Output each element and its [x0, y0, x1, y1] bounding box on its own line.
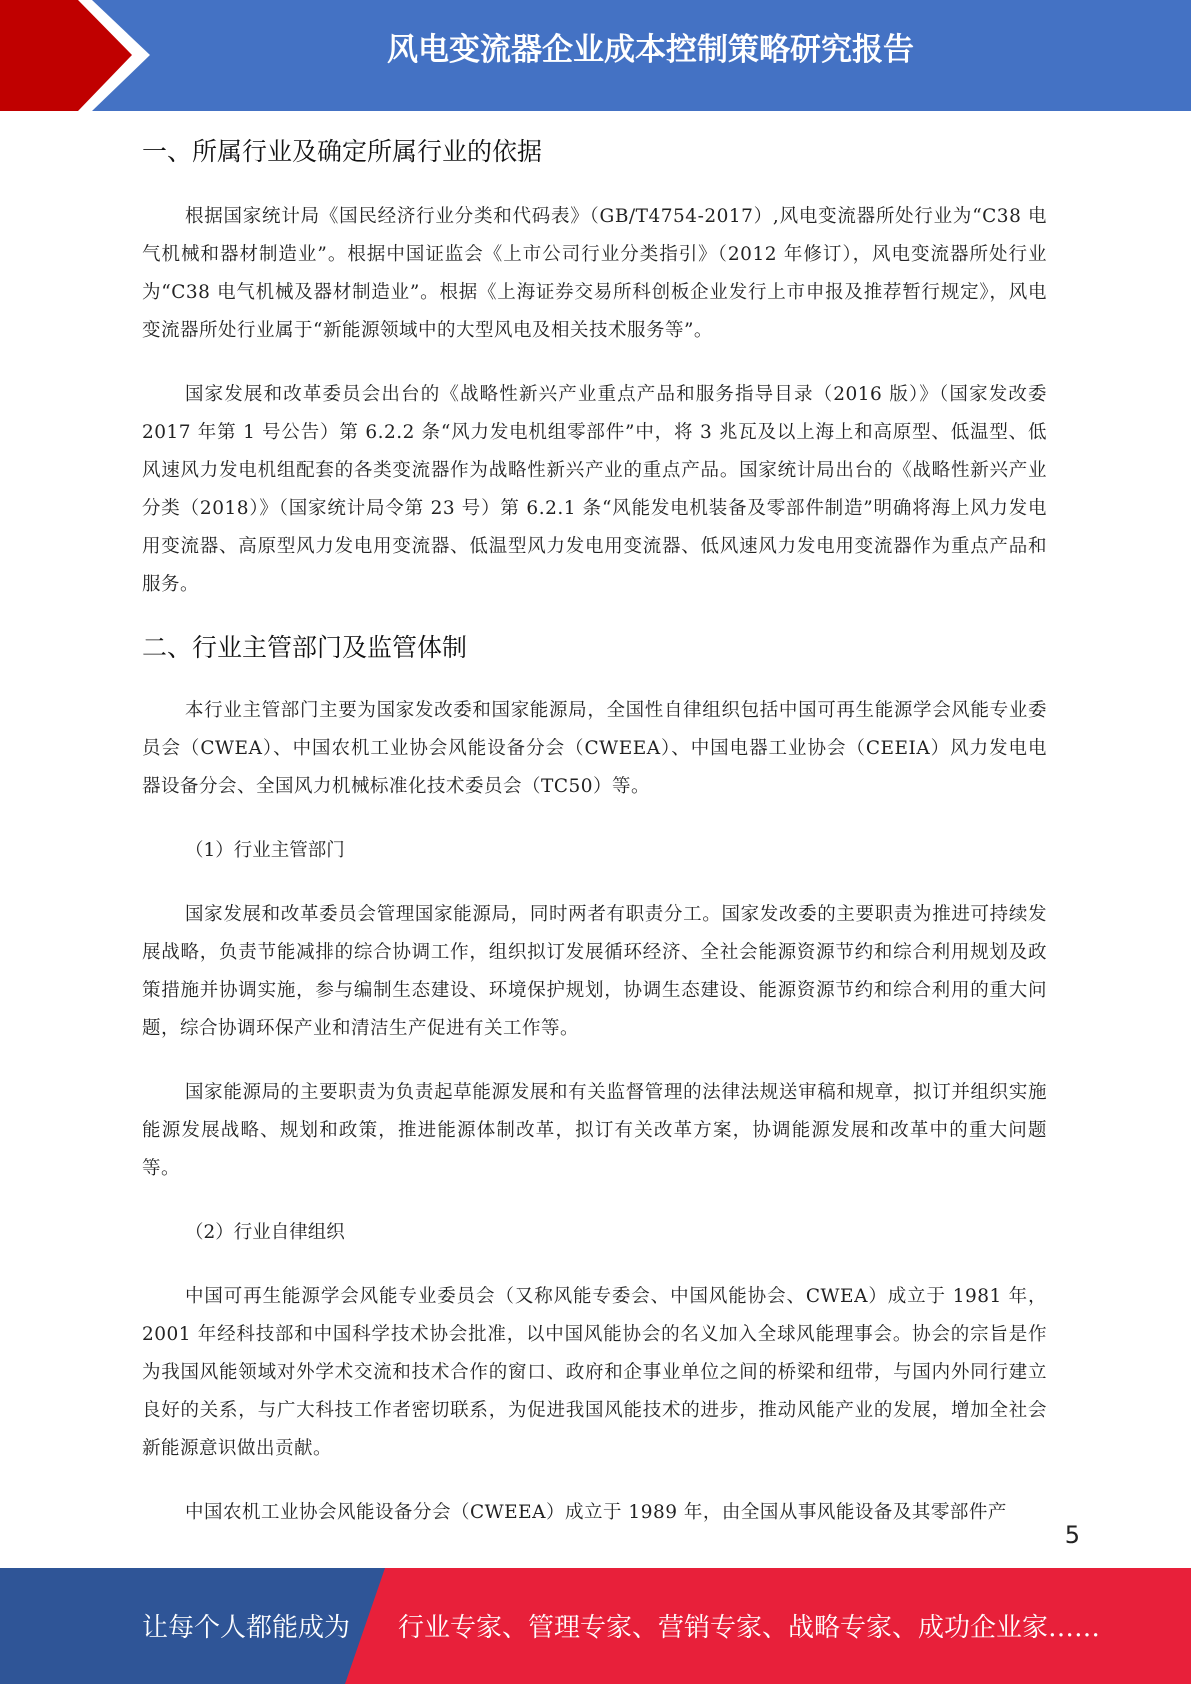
document-body [142, 128, 1047, 1532]
page-header [0, 0, 1191, 111]
paragraph: 国家发展和改革委员会管理国家能源局，同时两者有职责分工。国家发改委的主要职责为推进可持续发展战略，负责节能减排的综合协调工作，组织拟订发展循环经济、全社会能源资源节约和综合利用规划及政策措施并协调实施，参与编制生态建设、环境保护规划，协调生态建设、能源资源节约和综合利用的重大问题，综合协调环保产业和清洁生产促进有关工作等。 [142, 904, 1047, 1039]
paragraph: 中国可再生能源学会风能专业委员会（又称风能专委会、中国风能协会、CWEA）成立于 1981 年，2001 年经科技部和中国科学技术协会批准，以中国风能协会的名义加入全球风能理事会。协会的宗旨是作为我国风能领域对外学术交流和技术合作的窗口、政府和企事业单位之间的桥梁和纽带，与国内外同行建立良好的关系，与广大科技工作者密切联系，为促进我国风能技术的进步，推动风能产业的发展，增加全社会新能源意识做出贡献。 [142, 1286, 1047, 1459]
paragraph: 国家能源局的主要职责为负责起草能源发展和有关监督管理的法律法规送审稿和规章，拟订并组织实施能源发展战略、规划和政策，推进能源体制改革，拟订有关改革方案，协调能源发展和改革中的重大问题等。 [142, 1082, 1047, 1179]
paragraph: 国家发展和改革委员会出台的《战略性新兴产业重点产品和服务指导目录（2016 版）》（国家发改委 2017 年第 1 号公告）第 6.2.2 条“风力发电机组零部件”中，将 3 兆瓦及以上海上和高原型、低温型、低风速风力发电机组配套的各类变流器作为战略性新兴产业的重点产品。国家统计局出台的《战略性新兴产业分类（2018）》（国家统计局令第 23 号）第 6.2.1 条“风能发电机装备及零部件制造”明确将海上风力发电用变流器、高原型风力发电用变流器、低温型风力发电用变流器、低风速风力发电用变流器作为重点产品和服务。 [142, 384, 1047, 595]
page-number: 5 [1064, 1521, 1080, 1549]
paragraph: 本行业主管部门主要为国家发改委和国家能源局，全国性自律组织包括中国可再生能源学会风能专业委员会（CWEA）、中国农机工业协会风能设备分会（CWEEA）、中国电器工业协会（CEEIA）风力发电电器设备分会、全国风力机械标准化技术委员会（TC50）等。 [142, 700, 1047, 797]
footer-slogan-left: 让每个人都能成为 [142, 1613, 351, 1643]
paragraph: 根据国家统计局《国民经济行业分类和代码表》（GB/T4754-2017）,风电变流器所处行业为“C38 电气机械和器材制造业”。根据中国证监会《上市公司行业分类指引》（2012 年修订），风电变流器所处行业为“C38 电气机械及器材制造业”。根据《上海证券交易所科创板企业发行上市申报及推荐暂行规定》，风电变流器所处行业属于“新能源领域中的大型风电及相关技术服务等”。 [142, 206, 1047, 341]
paragraph: 中国农机工业协会风能设备分会（CWEEA）成立于 1989 年，由全国从事风能设备及其零部件产 [185, 1502, 1007, 1523]
footer-slogan-right: 行业专家、管理专家、营销专家、战略专家、成功企业家…… [398, 1613, 1101, 1643]
document-title: 风电变流器企业成本控制策略研究报告 [387, 32, 914, 68]
subsection-heading: （1）行业主管部门 [185, 840, 345, 861]
section-heading-2: 二、行业主管部门及监管体制 [142, 633, 468, 662]
section-heading-1: 一、所属行业及确定所属行业的依据 [142, 137, 543, 166]
subsection-heading: （2）行业自律组织 [185, 1222, 345, 1243]
page-footer [0, 1568, 1191, 1684]
